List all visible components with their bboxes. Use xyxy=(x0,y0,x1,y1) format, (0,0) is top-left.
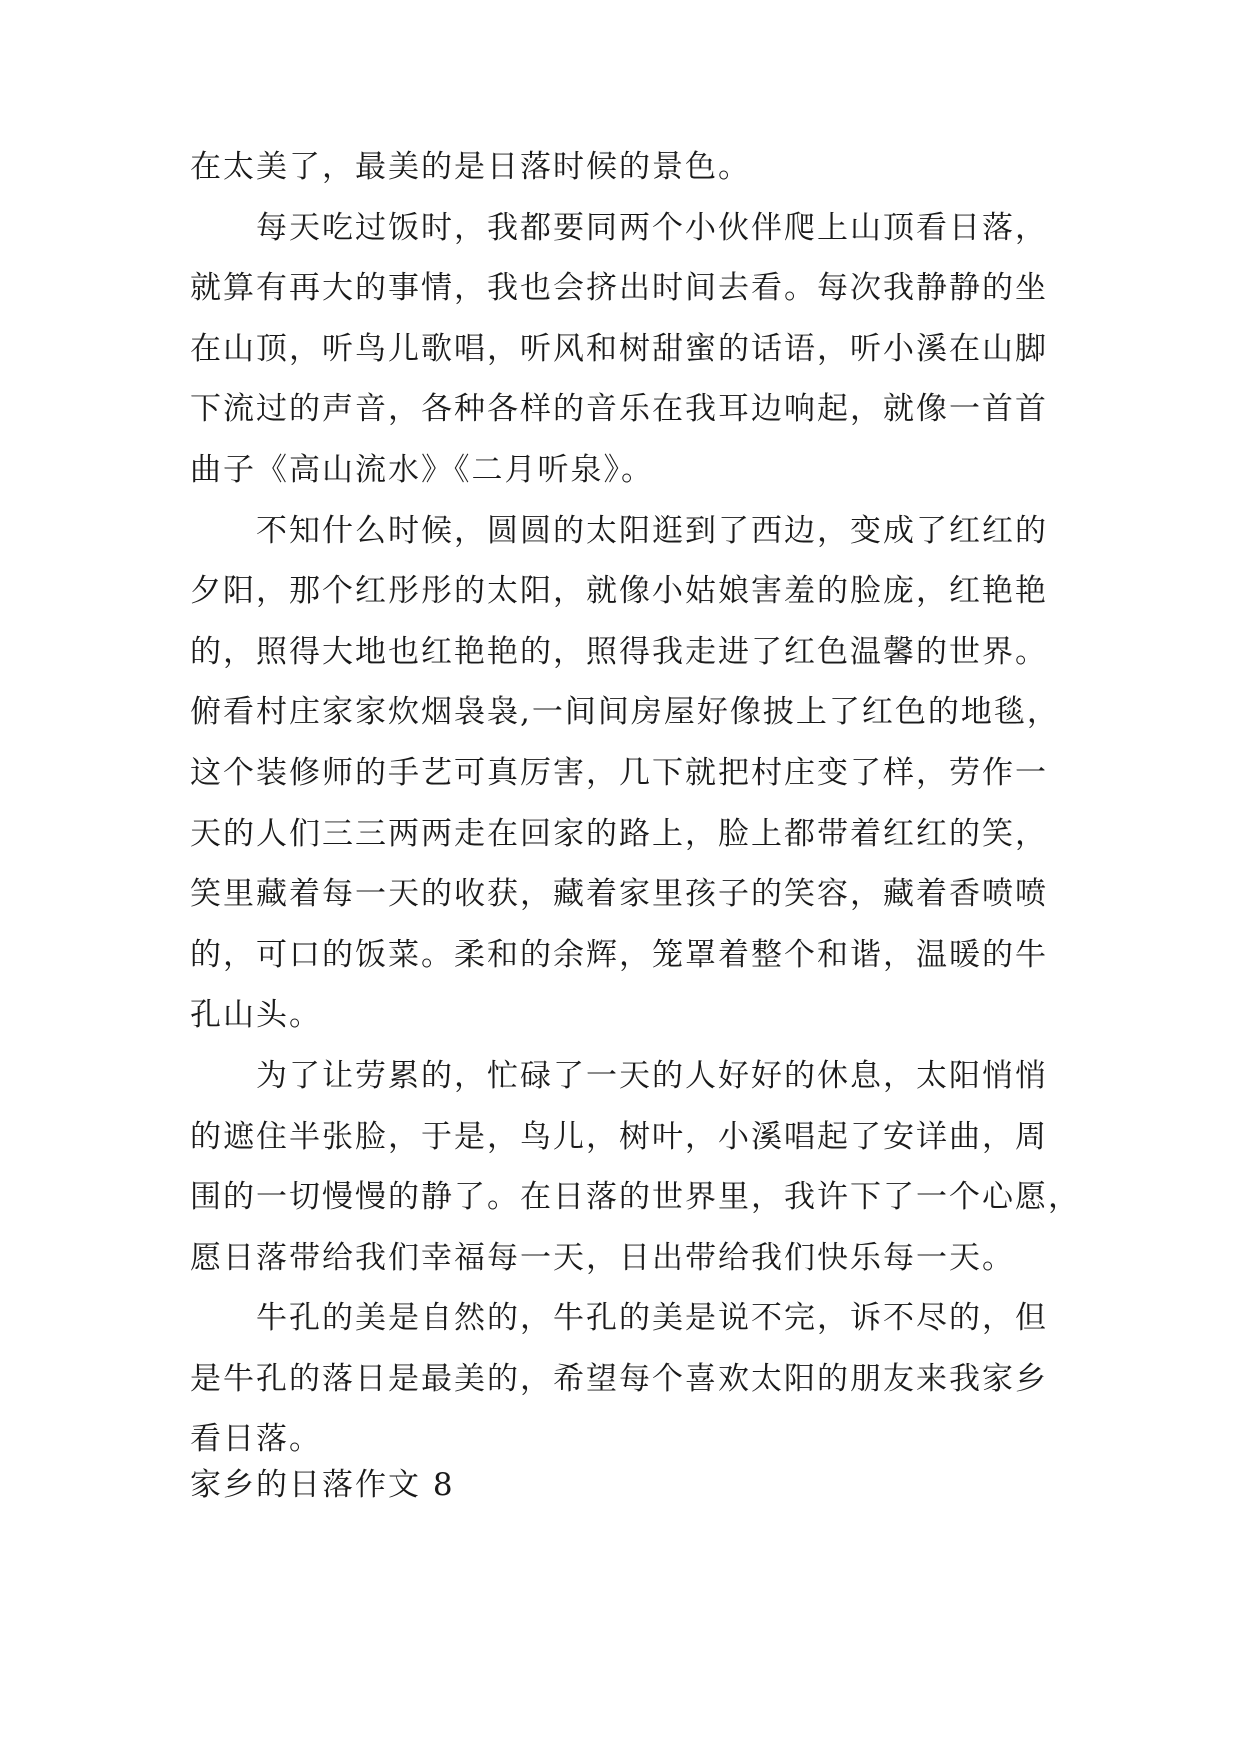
text-line: 曲子《高山流水》《二月听泉》。 xyxy=(190,451,654,488)
text-line: 在太美了，最美的是日落时候的景色。 xyxy=(190,149,751,185)
text-line: 的遮住半张脸，于是，鸟儿，树叶，小溪唱起了安详曲，周 xyxy=(190,1118,1048,1155)
text-line: 看日落。 xyxy=(190,1421,322,1458)
text-line: 俯看村庄家家炊烟袅袅,一间间房屋好像披上了红色的地毯， xyxy=(190,694,1060,731)
essay-body xyxy=(190,137,1081,1470)
text-line: 下流过的声音，各种各样的音乐在我耳边响起，就像一首首 xyxy=(190,391,1048,428)
text-line: 愿日落带给我们幸福每一天，日出带给我们快乐每一天。 xyxy=(190,1239,1015,1276)
text-line: 这个装修师的手艺可真厉害，几下就把村庄变了样，劳作一 xyxy=(190,754,1048,791)
text-line: 就算有再大的事情，我也会挤出时间去看。每次我静静的坐 xyxy=(190,270,1048,307)
text-line: 笑里藏着每一天的收获，藏着家里孩子的笑容，藏着香喷喷 xyxy=(190,876,1048,913)
text-line: 每天吃过饭时，我都要同两个小伙伴爬上山顶看日落， xyxy=(256,209,1048,246)
text-line: 的，照得大地也红艳艳的，照得我走进了红色温馨的世界。 xyxy=(190,633,1048,670)
text-line: 是牛孔的落日是最美的，希望每个喜欢太阳的朋友来我家乡 xyxy=(190,1360,1048,1397)
text-line: 为了让劳累的，忙碌了一天的人好好的休息，太阳悄悄 xyxy=(256,1057,1048,1094)
text-line: 在山顶，听鸟儿歌唱，听风和树甜蜜的话语，听小溪在山脚 xyxy=(190,330,1048,367)
text-line: 围的一切慢慢的静了。在日落的世界里，我许下了一个心愿， xyxy=(190,1179,1081,1216)
text-line: 孔山头。 xyxy=(190,997,322,1034)
text-line: 天的人们三三两两走在回家的路上，脸上都带着红红的笑， xyxy=(190,815,1048,852)
text-line: 牛孔的美是自然的，牛孔的美是说不完，诉不尽的，但 xyxy=(256,1300,1048,1337)
text-line: 不知什么时候，圆圆的太阳逛到了西边，变成了红红的 xyxy=(256,512,1048,549)
text-line: 的，可口的饭菜。柔和的余辉，笼罩着整个和谐，温暖的牛 xyxy=(190,936,1048,973)
essay-heading: 家乡的日落作文 8 xyxy=(190,1467,455,1503)
text-line: 夕阳，那个红彤彤的太阳，就像小姑娘害羞的脸庞，红艳艳 xyxy=(190,573,1048,610)
